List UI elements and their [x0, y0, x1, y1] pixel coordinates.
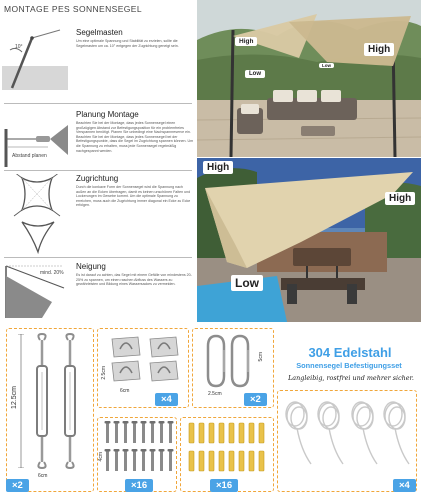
- step-segelmasten: [0, 28, 196, 88]
- step-zugrichtung: [0, 174, 196, 256]
- height-tag: High: [235, 37, 257, 46]
- height-tag: High: [385, 192, 415, 205]
- kit-subtitle: Sonnensegel Befestigungsset: [296, 361, 402, 370]
- height-tag: Low: [319, 63, 334, 68]
- distance-label: Abstand planen: [12, 153, 47, 159]
- turnbuckle-length: 12.5cm: [11, 386, 18, 409]
- rope-icon: [281, 394, 413, 474]
- wall-anchor-icon: [187, 421, 267, 475]
- turnbuckle-quantity: ×2: [6, 479, 29, 492]
- divider: [4, 257, 192, 258]
- svg-text:10°: 10°: [15, 44, 23, 50]
- step-title: Zugrichtung: [76, 174, 119, 183]
- divider: [4, 170, 192, 171]
- step-planung: [0, 110, 196, 172]
- tension-direction-illustration: [2, 174, 72, 254]
- step-text: Beachten Sie bei der Montage, dass jedes Sonnensegel einen großzügigen Abstand zur Befestigungsposition für ein problemfreies Verspannen benötigt. Planen Sie unbedingt eine Nachspannreserve ein. Beachten Sie bei der Montage, dass jedes Sonnensegel bei der Befestigungspunkte, dass die Segel im Zugrichtung spannen können. Um die Spannung zu erhalten, muss jede Sonnensegel regelmäßig nachgespannt werden.: [76, 121, 194, 153]
- step-text: Durch die konkave Form der Sonnensegel wird die Spannung nach außen an die Ecken übertragen, damit es keinen unschönen Falten und Lockerungen im Gewebe kommt. Um die optimale Spannung zu erreichen, muss auch die Zugrichtung immer diagonal ein Ecke zu Ecke erfolgen.: [76, 185, 191, 208]
- hook-width: 2.5cm: [208, 391, 222, 397]
- installation-guide: [0, 0, 196, 322]
- step-title: Planung Montage: [76, 110, 139, 119]
- divider: [4, 103, 192, 104]
- hooks-quantity: ×2: [244, 393, 267, 406]
- step-title: Neigung: [76, 262, 106, 271]
- height-tag: High: [203, 161, 233, 174]
- turnbuckle-width: 6cm: [38, 473, 48, 479]
- step-neigung: [0, 262, 196, 320]
- step-text: Es ist darauf zu achten, das Segel mit einem Gefälle von mindestens 20-25% zu spannen, um einen raschen Abfluss des Wassers zu gewährleisten und Bildung eines Wassersackes zu vermeiden.: [76, 273, 192, 287]
- plate-height: 2.5cm: [101, 366, 107, 380]
- height-tag: Low: [245, 70, 265, 78]
- mast-illustration: [2, 28, 72, 90]
- pool-photo-bottom: [197, 158, 421, 322]
- pad-eye-plate-icon: [108, 333, 184, 387]
- step-title: Segelmasten: [76, 28, 123, 37]
- turnbuckle-icon: [26, 332, 86, 470]
- plate-width: 6cm: [120, 388, 130, 394]
- hook-height: 5cm: [258, 352, 264, 362]
- screws-quantity: ×16: [125, 479, 153, 492]
- kit-title: 304 Edelstahl: [308, 345, 392, 360]
- length-dimension-line: [18, 334, 24, 468]
- step-text: Um eine optimale Spannung und Stabilität zu erzielen, sollte die Segelmasten um ca. 10° entgegen der Zugrichtung geneigt sein.: [76, 39, 179, 48]
- guide-title: MONTAGE PES SONNENSEGEL: [4, 4, 142, 14]
- distance-illustration: [2, 110, 72, 172]
- kit-tagline: Langleibig, rostfrei und mehrer sicher.: [288, 374, 414, 382]
- height-tag: High: [364, 43, 394, 56]
- snap-hook-icon: [204, 332, 254, 390]
- slope-illustration: [2, 262, 72, 318]
- anchors-quantity: ×16: [210, 479, 238, 492]
- ropes-quantity: ×4: [393, 479, 416, 492]
- height-tag: Low: [231, 275, 263, 291]
- screw-length: 4cm: [98, 452, 104, 462]
- patio-photo-top: [197, 0, 421, 157]
- plates-quantity: ×4: [155, 393, 178, 406]
- screw-icon: [104, 421, 174, 475]
- slope-label: mind. 20%: [40, 270, 64, 276]
